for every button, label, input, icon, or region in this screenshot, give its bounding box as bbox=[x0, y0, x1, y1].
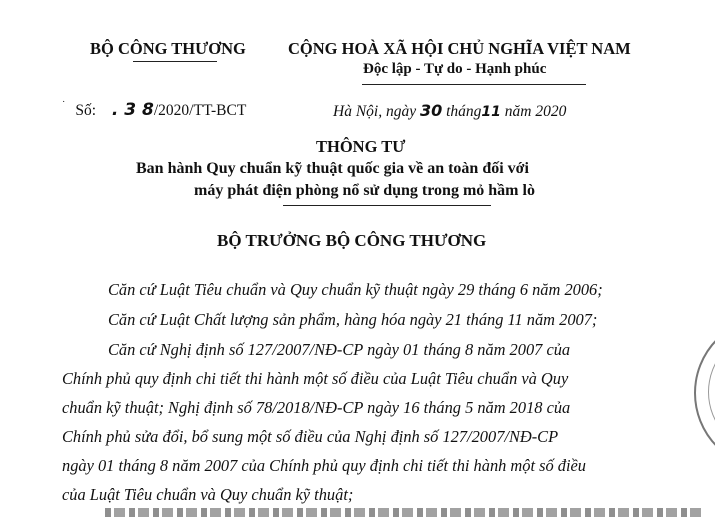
official-seal-inner-ring bbox=[708, 330, 715, 454]
doc-subject-line1: Ban hành Quy chuẩn kỹ thuật quốc gia về an toàn đối với bbox=[136, 160, 529, 177]
preamble-line: chuẩn kỹ thuật; Nghị định số 78/2018/NĐ-CP ngày 16 tháng 5 năm 2018 của bbox=[62, 398, 571, 417]
issuer-heading: BỘ TRƯỞNG BỘ CÔNG THƯƠNG bbox=[217, 231, 487, 250]
date-month-handwritten: 11 bbox=[481, 104, 501, 120]
ministry-name: BỘ CÔNG THƯƠNG bbox=[90, 39, 246, 58]
date-month-label: tháng bbox=[446, 103, 482, 120]
doc-number-label: Số: bbox=[75, 102, 97, 119]
preamble-line: của Luật Tiêu chuẩn và Quy chuẩn kỹ thuật; bbox=[62, 485, 354, 504]
preamble-line: Căn cứ Luật Chất lượng sản phẩm, hàng hóa ngày 21 tháng 11 năm 2007; bbox=[108, 310, 598, 329]
doc-number-suffix: /2020/TT-BCT bbox=[153, 102, 247, 119]
date-year: năm 2020 bbox=[504, 103, 567, 120]
nation-name: CỘNG HOÀ XÃ HỘI CHỦ NGHĨA VIỆT NAM bbox=[288, 39, 631, 58]
preamble-line: Chính phủ sửa đổi, bổ sung một số điều của Nghị định số 127/2007/NĐ-CP bbox=[62, 427, 559, 446]
preamble-line: ngày 01 tháng 8 năm 2007 của Chính phủ quy định chi tiết thi hành một số điều bbox=[62, 456, 587, 475]
preamble-line: Căn cứ Nghị định số 127/2007/NĐ-CP ngày 01 tháng 8 năm 2007 của bbox=[108, 340, 571, 359]
motto-underline bbox=[362, 84, 586, 85]
doc-number-handwritten: . 3 8 bbox=[111, 100, 154, 120]
doc-subject-line2: máy phát điện phòng nổ sử dụng trong mỏ hầm lò bbox=[194, 182, 535, 199]
date-day-handwritten: 30 bbox=[419, 101, 443, 120]
date-line bbox=[333, 101, 566, 121]
date-prefix: Hà Nội, ngày bbox=[333, 103, 417, 120]
subject-underline bbox=[283, 205, 491, 206]
preamble-body bbox=[62, 277, 670, 507]
preamble-line: Căn cứ Luật Tiêu chuẩn và Quy chuẩn kỹ thuật ngày 29 tháng 6 năm 2006; bbox=[108, 280, 603, 299]
doc-number: ˙ Số: . 3 8/2020/TT-BCT bbox=[62, 100, 247, 120]
ministry-underline bbox=[133, 61, 217, 62]
official-seal bbox=[694, 316, 715, 470]
doc-type-title: THÔNG TƯ bbox=[316, 137, 406, 156]
cut-off-text-line bbox=[105, 508, 705, 517]
preamble-line: Chính phủ quy định chi tiết thi hành một số điều của Luật Tiêu chuẩn và Quy bbox=[62, 369, 569, 388]
nation-motto: Độc lập - Tự do - Hạnh phúc bbox=[363, 61, 547, 77]
